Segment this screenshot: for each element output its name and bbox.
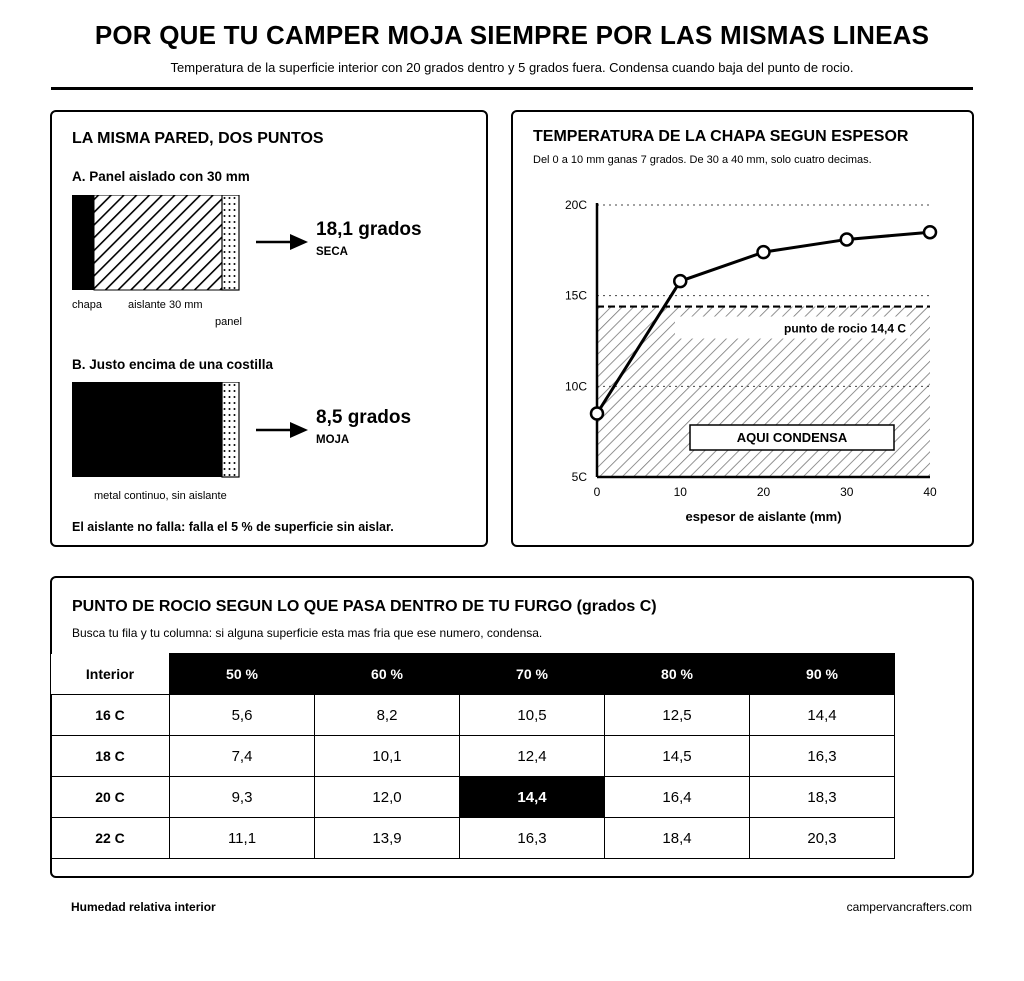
- data-point: [674, 275, 686, 287]
- table-row: [51, 818, 895, 859]
- table-cell: 11,1: [170, 818, 315, 859]
- table-cell: 9,3: [170, 777, 315, 818]
- row-header: Interior: [51, 654, 170, 695]
- dew-point-label: punto de rocio 14,4 C: [783, 321, 906, 336]
- label-aislante: aislante 30 mm: [128, 299, 203, 311]
- data-point: [758, 246, 770, 258]
- table-cell: 14,4: [750, 695, 895, 736]
- table-row: [51, 777, 895, 818]
- table-cell: 5,6: [170, 695, 315, 736]
- insulation-layer: [94, 195, 222, 290]
- footer-site: campervancrafters.com: [846, 900, 972, 914]
- data-point: [841, 233, 853, 245]
- case-b-temperature: 8,5 grados: [316, 407, 412, 428]
- table-cell: 16,3: [460, 818, 605, 859]
- wall-comparison-title: LA MISMA PARED, DOS PUNTOS: [72, 130, 324, 147]
- column-header: 60 %: [315, 654, 460, 695]
- table-cell: 14,5: [605, 736, 750, 777]
- table-row: [51, 736, 895, 777]
- panel-layer-b: [222, 382, 239, 477]
- chart-subtitle: Del 0 a 10 mm ganas 7 grados. De 30 a 40 mm, solo cuatro decimas.: [533, 154, 872, 166]
- table-cell: 16,3: [750, 736, 895, 777]
- y-tick-label: 15C: [564, 288, 587, 303]
- arrow-b-icon: [256, 420, 310, 440]
- row-label: 22 C: [51, 818, 170, 859]
- table-cell: 8,2: [315, 695, 460, 736]
- zone-label: AQUI CONDENSA: [736, 430, 848, 445]
- case-b-heading: B. Justo encima de una costilla: [72, 357, 274, 372]
- header-divider: [51, 87, 973, 90]
- table-cell: 12,5: [605, 695, 750, 736]
- x-tick-label: 40: [923, 485, 937, 499]
- table-cell: 10,5: [460, 695, 605, 736]
- chapa-layer: [72, 195, 94, 290]
- label-chapa: chapa: [72, 299, 102, 311]
- rib-wall-diagram: [72, 382, 242, 478]
- label-metal: metal continuo, sin aislante: [94, 490, 227, 502]
- row-label: 16 C: [51, 695, 170, 736]
- wall-comparison-card: [50, 110, 488, 547]
- table-cell: 12,4: [460, 736, 605, 777]
- data-point: [591, 408, 603, 420]
- x-tick-label: 20: [756, 485, 771, 499]
- table-cell: 16,4: [605, 777, 750, 818]
- metal-rib-layer: [72, 382, 222, 477]
- table-cell: 7,4: [170, 736, 315, 777]
- data-point: [924, 226, 936, 238]
- insulated-wall-diagram: [72, 195, 242, 291]
- column-header: 50 %: [170, 654, 315, 695]
- table-cell: 12,0: [315, 777, 460, 818]
- x-axis-label: espesor de aislante (mm): [685, 509, 842, 524]
- x-tick-label: 0: [593, 485, 601, 499]
- y-tick-label: 20C: [564, 198, 587, 212]
- x-tick-label: 10: [673, 485, 687, 499]
- column-header: 70 %: [460, 654, 605, 695]
- table-cell: 10,1: [315, 736, 460, 777]
- column-header: 90 %: [750, 654, 895, 695]
- column-header: 80 %: [605, 654, 750, 695]
- page-title: POR QUE TU CAMPER MOJA SIEMPRE POR LAS MISMAS LINEAS: [94, 20, 930, 50]
- highlighted-cell: 14,4: [460, 777, 605, 818]
- page-subtitle: Temperatura de la superficie interior con 20 grados dentro y 5 grados fuera. Condensa cuando baja del punto de rocio.: [170, 60, 854, 75]
- case-a-heading: A. Panel aislado con 30 mm: [72, 169, 250, 184]
- wall-footnote: El aislante no falla: falla el 5 % de superficie sin aislar.: [72, 520, 394, 534]
- table-cell: 20,3: [750, 818, 895, 859]
- arrow-a-icon: [256, 232, 310, 252]
- chart-title: TEMPERATURA DE LA CHAPA SEGUN ESPESOR: [533, 128, 909, 145]
- table-cell: 13,9: [315, 818, 460, 859]
- table-cell: 18,3: [750, 777, 895, 818]
- dew-point-table: [51, 653, 895, 859]
- row-label: 20 C: [51, 777, 170, 818]
- thickness-temperature-chart: [540, 185, 960, 535]
- table-row: [51, 695, 895, 736]
- panel-layer: [222, 195, 239, 290]
- label-panel: panel: [215, 316, 242, 328]
- case-a-state: SECA: [316, 246, 348, 258]
- table-cell: 18,4: [605, 818, 750, 859]
- footer-axis-note: Humedad relativa interior: [71, 900, 216, 914]
- table-title: PUNTO DE ROCIO SEGUN LO QUE PASA DENTRO DE TU FURGO (grados C): [72, 598, 657, 615]
- y-tick-label: 10C: [564, 379, 587, 394]
- table-subtitle: Busca tu fila y tu columna: si alguna superficie esta mas fria que ese numero, condensa.: [72, 626, 543, 640]
- y-tick-label: 5C: [571, 470, 587, 484]
- case-b-state: MOJA: [316, 434, 350, 446]
- x-tick-label: 30: [840, 485, 854, 499]
- row-label: 18 C: [51, 736, 170, 777]
- case-a-temperature: 18,1 grados: [316, 219, 422, 240]
